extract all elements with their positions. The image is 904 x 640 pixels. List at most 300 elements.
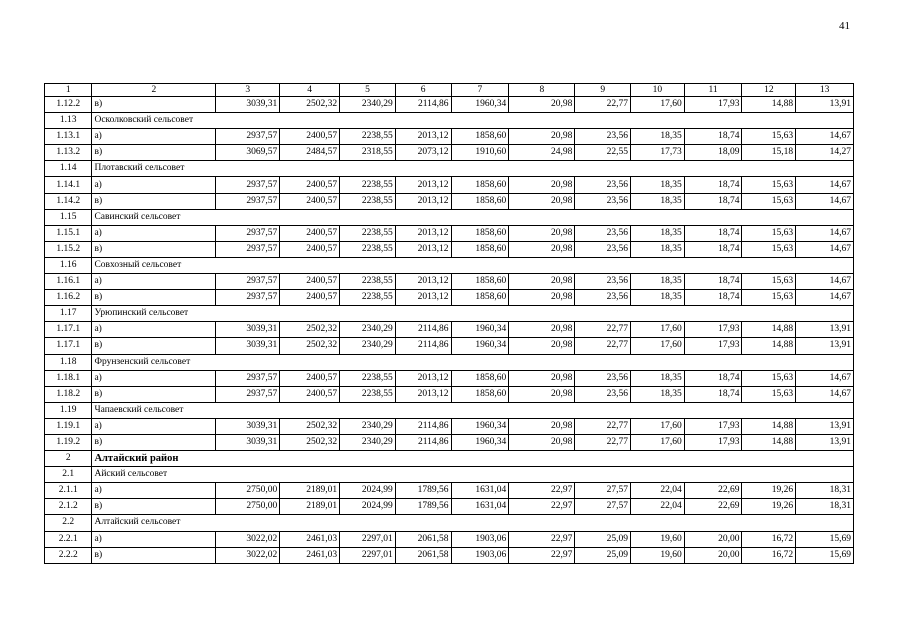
table-row (45, 241, 854, 257)
value-cell: 2189,01 (280, 483, 340, 499)
row-code: 2.1.1 (45, 483, 92, 499)
value-cell: 2238,55 (340, 129, 396, 145)
value-cell: 19,26 (742, 483, 796, 499)
value-cell: 19,60 (631, 531, 685, 547)
value-cell: 3039,31 (216, 322, 280, 338)
value-cell: 3039,31 (216, 434, 280, 450)
value-cell: 2013,12 (395, 177, 451, 193)
value-cell: 15,69 (796, 531, 854, 547)
value-cell: 14,67 (796, 177, 854, 193)
value-cell: 14,67 (796, 225, 854, 241)
column-number-cell: 8 (509, 84, 575, 97)
row-code: 1.14.2 (45, 193, 92, 209)
value-cell: 2238,55 (340, 370, 396, 386)
value-cell: 17,60 (631, 322, 685, 338)
value-cell: 20,00 (684, 547, 742, 563)
value-cell: 1631,04 (451, 499, 509, 515)
row-code: 1.19 (45, 402, 92, 418)
value-cell: 17,60 (631, 97, 685, 113)
row-code: 1.16.1 (45, 274, 92, 290)
value-cell: 1858,60 (451, 290, 509, 306)
value-cell: 2400,57 (280, 241, 340, 257)
table-row (45, 322, 854, 338)
value-cell: 22,04 (631, 483, 685, 499)
value-cell: 14,27 (796, 145, 854, 161)
value-cell: 2937,57 (216, 386, 280, 402)
value-cell: 2024,99 (340, 483, 396, 499)
value-cell: 2340,29 (340, 97, 396, 113)
row-code: 1.13.1 (45, 129, 92, 145)
value-cell: 23,56 (575, 225, 631, 241)
value-cell: 25,09 (575, 547, 631, 563)
value-cell: 2238,55 (340, 274, 396, 290)
value-cell: 2013,12 (395, 386, 451, 402)
value-cell: 2238,55 (340, 193, 396, 209)
table-row (45, 483, 854, 499)
value-cell: 2937,57 (216, 129, 280, 145)
value-cell: 16,72 (742, 531, 796, 547)
value-cell: 15,63 (742, 290, 796, 306)
value-cell: 15,18 (742, 145, 796, 161)
row-code: 1.14 (45, 161, 92, 177)
value-cell: 14,67 (796, 386, 854, 402)
value-cell: 2937,57 (216, 225, 280, 241)
value-cell: 2013,12 (395, 225, 451, 241)
value-cell: 1903,06 (451, 531, 509, 547)
value-cell: 1858,60 (451, 241, 509, 257)
table-row (45, 418, 854, 434)
value-cell: 15,69 (796, 547, 854, 563)
value-cell: 15,63 (742, 129, 796, 145)
value-cell: 2937,57 (216, 370, 280, 386)
value-cell: 3022,02 (216, 531, 280, 547)
value-cell: 17,60 (631, 418, 685, 434)
value-cell: 2400,57 (280, 193, 340, 209)
value-cell: 17,93 (684, 97, 742, 113)
value-cell: 2502,32 (280, 338, 340, 354)
group-header-row (45, 257, 854, 273)
table-row (45, 338, 854, 354)
value-cell: 15,63 (742, 370, 796, 386)
value-cell: 25,09 (575, 531, 631, 547)
group-header-row (45, 467, 854, 483)
value-cell: 22,77 (575, 97, 631, 113)
district-header-row (45, 451, 854, 467)
value-cell: 17,73 (631, 145, 685, 161)
row-variant-label: в) (92, 193, 216, 209)
row-code: 1.18 (45, 354, 92, 370)
value-cell: 18,74 (684, 177, 742, 193)
value-cell: 18,74 (684, 370, 742, 386)
row-variant-label: а) (92, 322, 216, 338)
value-cell: 2340,29 (340, 418, 396, 434)
value-cell: 22,69 (684, 483, 742, 499)
value-cell: 18,31 (796, 499, 854, 515)
value-cell: 15,63 (742, 193, 796, 209)
value-cell: 18,74 (684, 386, 742, 402)
council-title: Савинский сельсовет (92, 209, 854, 225)
row-code: 1.15.2 (45, 241, 92, 257)
value-cell: 2013,12 (395, 290, 451, 306)
value-cell: 1858,60 (451, 193, 509, 209)
council-title: Плотавский сельсовет (92, 161, 854, 177)
row-variant-label: а) (92, 177, 216, 193)
row-variant-label: в) (92, 547, 216, 563)
value-cell: 14,67 (796, 129, 854, 145)
district-title: Алтайский район (92, 451, 854, 467)
value-cell: 2340,29 (340, 338, 396, 354)
row-code: 1.13 (45, 113, 92, 129)
value-cell: 17,60 (631, 338, 685, 354)
table-row (45, 129, 854, 145)
value-cell: 14,67 (796, 370, 854, 386)
value-cell: 2114,86 (395, 322, 451, 338)
value-cell: 15,63 (742, 225, 796, 241)
column-number-cell: 12 (742, 84, 796, 97)
row-code: 1.18.2 (45, 386, 92, 402)
row-code: 1.17.1 (45, 322, 92, 338)
group-header-row (45, 354, 854, 370)
value-cell: 22,77 (575, 322, 631, 338)
value-cell: 20,98 (509, 434, 575, 450)
value-cell: 2061,58 (395, 531, 451, 547)
column-number-cell: 13 (796, 84, 854, 97)
row-code: 2 (45, 451, 92, 467)
value-cell: 2461,03 (280, 531, 340, 547)
row-code: 2.2.1 (45, 531, 92, 547)
value-cell: 14,67 (796, 241, 854, 257)
column-number-cell: 1 (45, 84, 92, 97)
value-cell: 22,97 (509, 483, 575, 499)
table-row (45, 274, 854, 290)
value-cell: 18,74 (684, 241, 742, 257)
value-cell: 17,93 (684, 338, 742, 354)
row-code: 1.12.2 (45, 97, 92, 113)
row-variant-label: а) (92, 129, 216, 145)
value-cell: 22,97 (509, 499, 575, 515)
value-cell: 24,98 (509, 145, 575, 161)
value-cell: 13,91 (796, 322, 854, 338)
row-code: 1.18.1 (45, 370, 92, 386)
value-cell: 2937,57 (216, 290, 280, 306)
value-cell: 2502,32 (280, 434, 340, 450)
value-cell: 2750,00 (216, 483, 280, 499)
value-cell: 2340,29 (340, 434, 396, 450)
value-cell: 22,77 (575, 418, 631, 434)
value-cell: 2400,57 (280, 386, 340, 402)
value-cell: 13,91 (796, 418, 854, 434)
value-cell: 3039,31 (216, 418, 280, 434)
value-cell: 14,88 (742, 97, 796, 113)
table-row (45, 547, 854, 563)
value-cell: 23,56 (575, 193, 631, 209)
table-row (45, 97, 854, 113)
value-cell: 1960,34 (451, 338, 509, 354)
value-cell: 2189,01 (280, 499, 340, 515)
value-cell: 22,77 (575, 434, 631, 450)
value-cell: 19,26 (742, 499, 796, 515)
column-number-row (45, 84, 854, 97)
value-cell: 18,35 (631, 370, 685, 386)
value-cell: 15,63 (742, 241, 796, 257)
group-header-row (45, 402, 854, 418)
value-cell: 18,09 (684, 145, 742, 161)
value-cell: 20,98 (509, 290, 575, 306)
value-cell: 2937,57 (216, 177, 280, 193)
value-cell: 22,97 (509, 547, 575, 563)
value-cell: 1858,60 (451, 386, 509, 402)
value-cell: 2484,57 (280, 145, 340, 161)
row-code: 1.19.1 (45, 418, 92, 434)
value-cell: 14,67 (796, 274, 854, 290)
value-cell: 20,98 (509, 274, 575, 290)
row-variant-label: а) (92, 274, 216, 290)
value-cell: 27,57 (575, 483, 631, 499)
value-cell: 2013,12 (395, 241, 451, 257)
value-cell: 14,88 (742, 434, 796, 450)
value-cell: 13,91 (796, 97, 854, 113)
value-cell: 18,35 (631, 225, 685, 241)
value-cell: 1903,06 (451, 547, 509, 563)
value-cell: 1960,34 (451, 97, 509, 113)
row-variant-label: а) (92, 370, 216, 386)
value-cell: 2238,55 (340, 177, 396, 193)
row-code: 1.13.2 (45, 145, 92, 161)
table-row (45, 499, 854, 515)
table-row (45, 370, 854, 386)
value-cell: 19,60 (631, 547, 685, 563)
value-cell: 18,74 (684, 193, 742, 209)
value-cell: 13,91 (796, 434, 854, 450)
value-cell: 1858,60 (451, 274, 509, 290)
value-cell: 1960,34 (451, 418, 509, 434)
value-cell: 18,74 (684, 129, 742, 145)
value-cell: 2024,99 (340, 499, 396, 515)
value-cell: 20,98 (509, 129, 575, 145)
column-number-cell: 11 (684, 84, 742, 97)
row-variant-label: в) (92, 145, 216, 161)
value-cell: 15,63 (742, 274, 796, 290)
value-cell: 2013,12 (395, 274, 451, 290)
value-cell: 2937,57 (216, 241, 280, 257)
row-variant-label: в) (92, 499, 216, 515)
value-cell: 2061,58 (395, 547, 451, 563)
row-code: 2.1 (45, 467, 92, 483)
table-row (45, 225, 854, 241)
value-cell: 22,55 (575, 145, 631, 161)
value-cell: 18,35 (631, 274, 685, 290)
row-variant-label: в) (92, 97, 216, 113)
value-cell: 20,98 (509, 241, 575, 257)
value-cell: 2114,86 (395, 418, 451, 434)
value-cell: 2297,01 (340, 531, 396, 547)
group-header-row (45, 306, 854, 322)
value-cell: 2400,57 (280, 225, 340, 241)
value-cell: 18,35 (631, 386, 685, 402)
table-row (45, 193, 854, 209)
value-cell: 22,97 (509, 531, 575, 547)
value-cell: 2502,32 (280, 97, 340, 113)
value-cell: 18,35 (631, 129, 685, 145)
value-cell: 2114,86 (395, 97, 451, 113)
column-number-cell: 3 (216, 84, 280, 97)
value-cell: 17,93 (684, 418, 742, 434)
row-variant-label: а) (92, 483, 216, 499)
column-number-cell: 6 (395, 84, 451, 97)
tariff-table (44, 83, 854, 564)
row-variant-label: в) (92, 434, 216, 450)
row-code: 2.2 (45, 515, 92, 531)
table-row (45, 386, 854, 402)
value-cell: 2238,55 (340, 241, 396, 257)
value-cell: 2400,57 (280, 274, 340, 290)
value-cell: 1960,34 (451, 322, 509, 338)
value-cell: 27,57 (575, 499, 631, 515)
value-cell: 18,74 (684, 290, 742, 306)
value-cell: 20,00 (684, 531, 742, 547)
value-cell: 3022,02 (216, 547, 280, 563)
value-cell: 2013,12 (395, 370, 451, 386)
row-code: 1.17.1 (45, 338, 92, 354)
value-cell: 3069,57 (216, 145, 280, 161)
column-number-cell: 4 (280, 84, 340, 97)
column-number-cell: 9 (575, 84, 631, 97)
table-row (45, 177, 854, 193)
value-cell: 2318,55 (340, 145, 396, 161)
row-variant-label: в) (92, 386, 216, 402)
row-code: 1.16 (45, 257, 92, 273)
value-cell: 23,56 (575, 241, 631, 257)
value-cell: 20,98 (509, 322, 575, 338)
value-cell: 18,74 (684, 274, 742, 290)
value-cell: 18,31 (796, 483, 854, 499)
value-cell: 14,88 (742, 338, 796, 354)
council-title: Айский сельсовет (92, 467, 854, 483)
value-cell: 23,56 (575, 274, 631, 290)
value-cell: 2502,32 (280, 418, 340, 434)
column-number-cell: 2 (92, 84, 216, 97)
value-cell: 23,56 (575, 129, 631, 145)
value-cell: 1858,60 (451, 370, 509, 386)
council-title: Осколковский сельсовет (92, 113, 854, 129)
value-cell: 14,88 (742, 418, 796, 434)
value-cell: 20,98 (509, 386, 575, 402)
value-cell: 23,56 (575, 290, 631, 306)
council-title: Урюпинский сельсовет (92, 306, 854, 322)
value-cell: 18,74 (684, 225, 742, 241)
value-cell: 2114,86 (395, 338, 451, 354)
group-header-row (45, 161, 854, 177)
row-variant-label: в) (92, 290, 216, 306)
value-cell: 23,56 (575, 370, 631, 386)
value-cell: 3039,31 (216, 338, 280, 354)
value-cell: 2400,57 (280, 290, 340, 306)
value-cell: 1960,34 (451, 434, 509, 450)
value-cell: 23,56 (575, 177, 631, 193)
table-row (45, 434, 854, 450)
value-cell: 1858,60 (451, 177, 509, 193)
value-cell: 2400,57 (280, 177, 340, 193)
value-cell: 13,91 (796, 338, 854, 354)
value-cell: 20,98 (509, 177, 575, 193)
value-cell: 2114,86 (395, 434, 451, 450)
row-variant-label: а) (92, 531, 216, 547)
table-row (45, 145, 854, 161)
table-row (45, 290, 854, 306)
value-cell: 2502,32 (280, 322, 340, 338)
council-title: Фрунзенский сельсовет (92, 354, 854, 370)
value-cell: 20,98 (509, 97, 575, 113)
row-code: 1.19.2 (45, 434, 92, 450)
value-cell: 2238,55 (340, 225, 396, 241)
council-title: Совхозный сельсовет (92, 257, 854, 273)
council-title: Алтайский сельсовет (92, 515, 854, 531)
page-number: 41 (839, 20, 850, 32)
value-cell: 22,69 (684, 499, 742, 515)
value-cell: 14,88 (742, 322, 796, 338)
value-cell: 2937,57 (216, 193, 280, 209)
row-code: 1.16.2 (45, 290, 92, 306)
value-cell: 1789,56 (395, 499, 451, 515)
value-cell: 2073,12 (395, 145, 451, 161)
group-header-row (45, 113, 854, 129)
value-cell: 2238,55 (340, 386, 396, 402)
value-cell: 1858,60 (451, 225, 509, 241)
row-code: 2.1.2 (45, 499, 92, 515)
value-cell: 2461,03 (280, 547, 340, 563)
row-code: 1.14.1 (45, 177, 92, 193)
table-body (45, 84, 854, 564)
value-cell: 22,77 (575, 338, 631, 354)
row-code: 1.15.1 (45, 225, 92, 241)
value-cell: 15,63 (742, 177, 796, 193)
value-cell: 18,35 (631, 290, 685, 306)
value-cell: 23,56 (575, 386, 631, 402)
value-cell: 14,67 (796, 193, 854, 209)
value-cell: 1910,60 (451, 145, 509, 161)
value-cell: 20,98 (509, 338, 575, 354)
value-cell: 22,04 (631, 499, 685, 515)
value-cell: 1789,56 (395, 483, 451, 499)
group-header-row (45, 515, 854, 531)
column-number-cell: 7 (451, 84, 509, 97)
value-cell: 2937,57 (216, 274, 280, 290)
value-cell: 17,93 (684, 322, 742, 338)
value-cell: 2400,57 (280, 370, 340, 386)
value-cell: 3039,31 (216, 97, 280, 113)
value-cell: 2400,57 (280, 129, 340, 145)
column-number-cell: 10 (631, 84, 685, 97)
value-cell: 20,98 (509, 418, 575, 434)
row-code: 2.2.2 (45, 547, 92, 563)
value-cell: 2750,00 (216, 499, 280, 515)
value-cell: 2013,12 (395, 129, 451, 145)
value-cell: 2340,29 (340, 322, 396, 338)
row-variant-label: в) (92, 338, 216, 354)
value-cell: 18,35 (631, 193, 685, 209)
value-cell: 20,98 (509, 193, 575, 209)
value-cell: 16,72 (742, 547, 796, 563)
value-cell: 14,67 (796, 290, 854, 306)
value-cell: 20,98 (509, 225, 575, 241)
value-cell: 17,60 (631, 434, 685, 450)
row-code: 1.17 (45, 306, 92, 322)
table-row (45, 531, 854, 547)
group-header-row (45, 209, 854, 225)
value-cell: 1858,60 (451, 129, 509, 145)
row-code: 1.15 (45, 209, 92, 225)
value-cell: 2238,55 (340, 290, 396, 306)
